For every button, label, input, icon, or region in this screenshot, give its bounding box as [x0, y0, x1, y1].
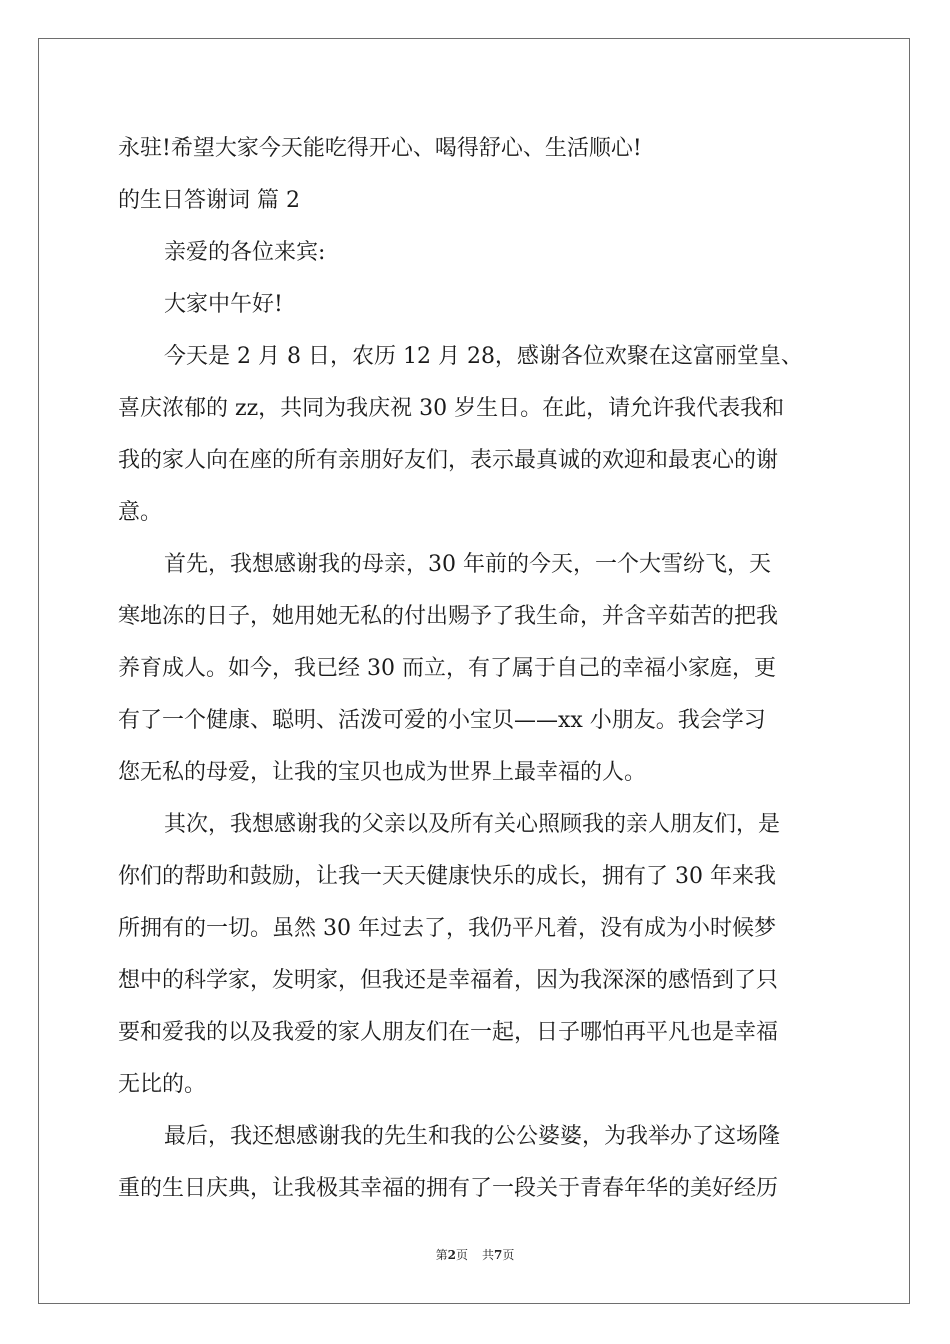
page-suffix: 页 [455, 1248, 468, 1262]
text-line: 所拥有的一切。虽然 30 年过去了，我仍平凡着，没有成为小时候梦 [118, 916, 776, 941]
text-line: 我的家人向在座的所有亲朋好友们，表示最真诚的欢迎和最衷心的谢 [118, 448, 779, 473]
text-line: 您无私的母爱，让我的宝贝也成为世界上最幸福的人。 [118, 760, 647, 785]
text-line: 无比的。 [118, 1072, 207, 1097]
total-suffix: 页 [502, 1248, 515, 1262]
text-line: 最后，我还想感谢我的先生和我的公公婆婆，为我举办了这场隆 [164, 1124, 781, 1149]
text-line: 想中的科学家，发明家，但我还是幸福着，因为我深深的感悟到了只 [118, 968, 779, 993]
salutation: 亲爱的各位来宾: [164, 240, 326, 265]
text-line: 意。 [118, 500, 163, 525]
text-line: 重的生日庆典，让我极其幸福的拥有了一段关于青春年华的美好经历 [118, 1176, 779, 1201]
text-line: 永驻!希望大家今天能吃得开心、喝得舒心、生活顺心! [118, 136, 642, 161]
text-line: 养育成人。如今，我已经 30 而立，有了属于自己的幸福小家庭，更 [118, 656, 776, 681]
text-line: 今天是 2 月 8 日，农历 12 月 28，感谢各位欢聚在这富丽堂皇、 [164, 344, 803, 369]
current-page-number: 2 [447, 1248, 456, 1262]
text-line: 你们的帮助和鼓励，让我一天天健康快乐的成长，拥有了 30 年来我 [118, 864, 776, 889]
text-line: 寒地冻的日子，她用她无私的付出赐予了我生命，并含辛茹苦的把我 [118, 604, 779, 629]
text-line: 其次，我想感谢我的父亲以及所有关心照顾我的亲人朋友们，是 [164, 812, 781, 837]
section-heading: 的生日答谢词 篇 2 [118, 188, 300, 213]
text-line: 要和爱我的以及我爱的家人朋友们在一起，日子哪怕再平凡也是幸福 [118, 1020, 779, 1045]
page-prefix: 第 [435, 1248, 448, 1262]
text-line: 有了一个健康、聪明、活泼可爱的小宝贝——xx 小朋友。我会学习 [118, 708, 766, 733]
text-line: 首先，我想感谢我的母亲，30 年前的今天，一个大雪纷飞，天 [164, 552, 771, 577]
total-page-number: 7 [494, 1248, 503, 1262]
page-footer [0, 1247, 950, 1263]
greeting: 大家中午好! [164, 292, 283, 317]
total-prefix: 共 [482, 1248, 495, 1262]
text-line: 喜庆浓郁的 zz，共同为我庆祝 30 岁生日。在此，请允许我代表我和 [118, 396, 785, 421]
